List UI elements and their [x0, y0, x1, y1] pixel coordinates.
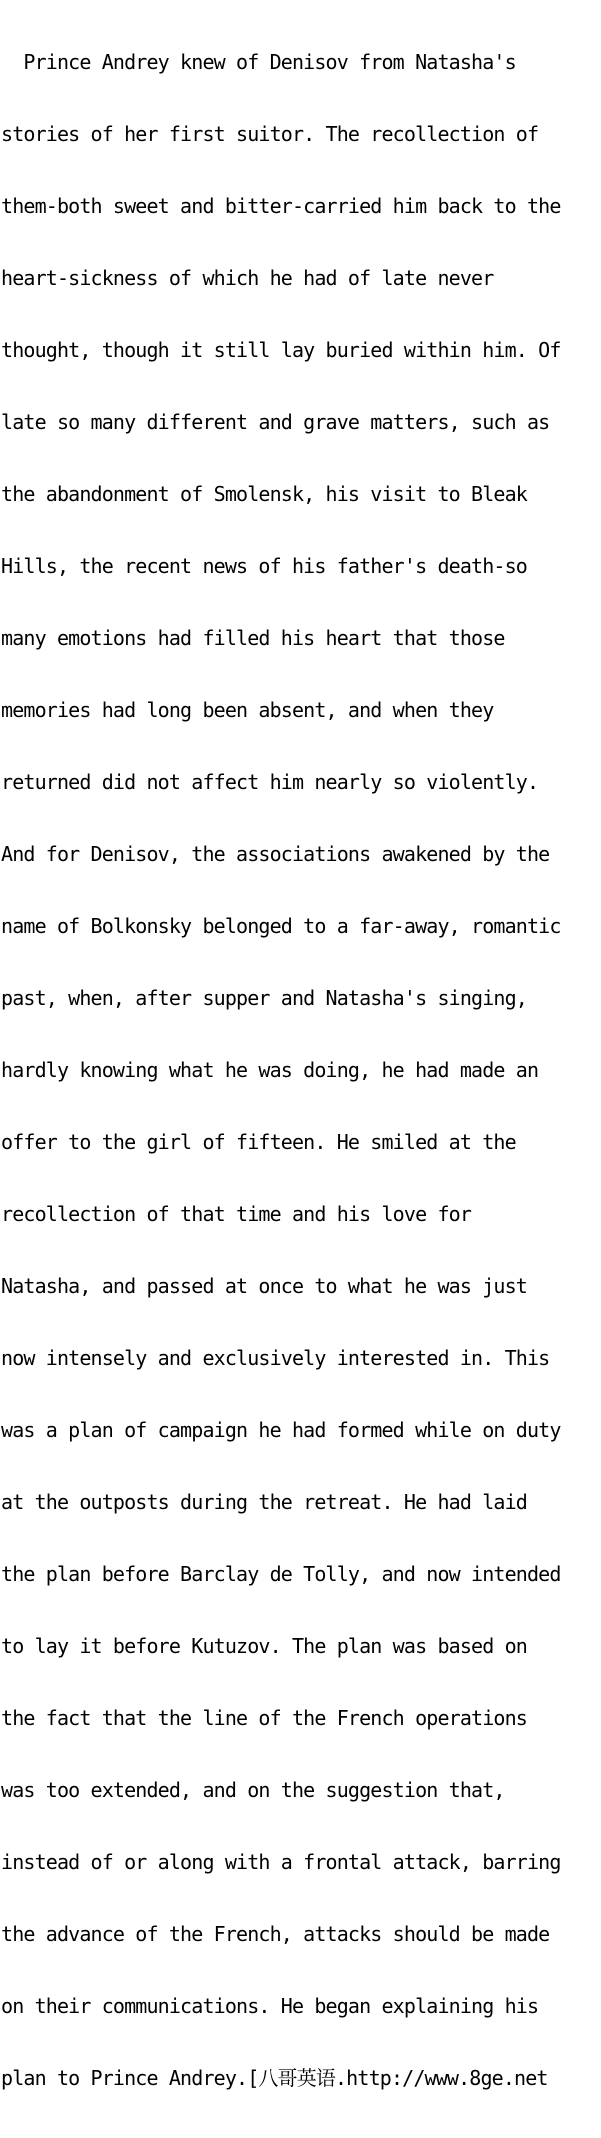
- text-line: instead of or along with a frontal attack, barring: [1, 1850, 561, 1874]
- text-line: past, when, after supper and Natasha's singing,: [1, 986, 527, 1010]
- text-line: the fact that the line of the French operations: [1, 1706, 527, 1730]
- text-line: memories had long been absent, and when they: [1, 698, 494, 722]
- text-line: them-both sweet and bitter-carried him back to the: [1, 194, 561, 218]
- text-line: was a plan of campaign he had formed while on duty: [1, 1418, 561, 1442]
- text-line: Prince Andrey knew of Denisov from Natasha's: [1, 50, 516, 74]
- text-line: on their communications. He began explaining his: [1, 1994, 539, 2018]
- text-line: offer to the girl of fifteen. He smiled at the: [1, 1130, 516, 1154]
- document-text: [1, 2, 601, 2138]
- text-line: returned did not affect him nearly so violently.: [1, 770, 539, 794]
- text-line: the plan before Barclay de Tolly, and now intended: [1, 1562, 561, 1586]
- text-line: heart-sickness of which he had of late never: [1, 266, 494, 290]
- text-line: the abandonment of Smolensk, his visit to Bleak: [1, 482, 527, 506]
- text-line: thought, though it still lay buried within him. Of: [1, 338, 561, 362]
- text-line: recollection of that time and his love for: [1, 1202, 472, 1226]
- text-line: And for Denisov, the associations awakened by the: [1, 842, 550, 866]
- text-line: at the outposts during the retreat. He had laid: [1, 1490, 527, 1514]
- text-line: name of Bolkonsky belonged to a far-away, romantic: [1, 914, 561, 938]
- text-line: to lay it before Kutuzov. The plan was based on: [1, 1634, 527, 1658]
- text-line: late so many different and grave matters, such as: [1, 410, 550, 434]
- text-line: Hills, the recent news of his father's death-so: [1, 554, 527, 578]
- text-line: was too extended, and on the suggestion that,: [1, 1778, 505, 1802]
- text-line: now intensely and exclusively interested in. This: [1, 1346, 550, 1370]
- text-line: many emotions had filled his heart that those: [1, 626, 505, 650]
- text-line: stories of her first suitor. The recollection of: [1, 122, 539, 146]
- text-line: plan to Prince Andrey.[八哥英语.http://www.8ge.net: [1, 2066, 548, 2090]
- text-line: hardly knowing what he was doing, he had made an: [1, 1058, 539, 1082]
- text-line: Natasha, and passed at once to what he was just: [1, 1274, 527, 1298]
- text-line: the advance of the French, attacks should be made: [1, 1922, 550, 1946]
